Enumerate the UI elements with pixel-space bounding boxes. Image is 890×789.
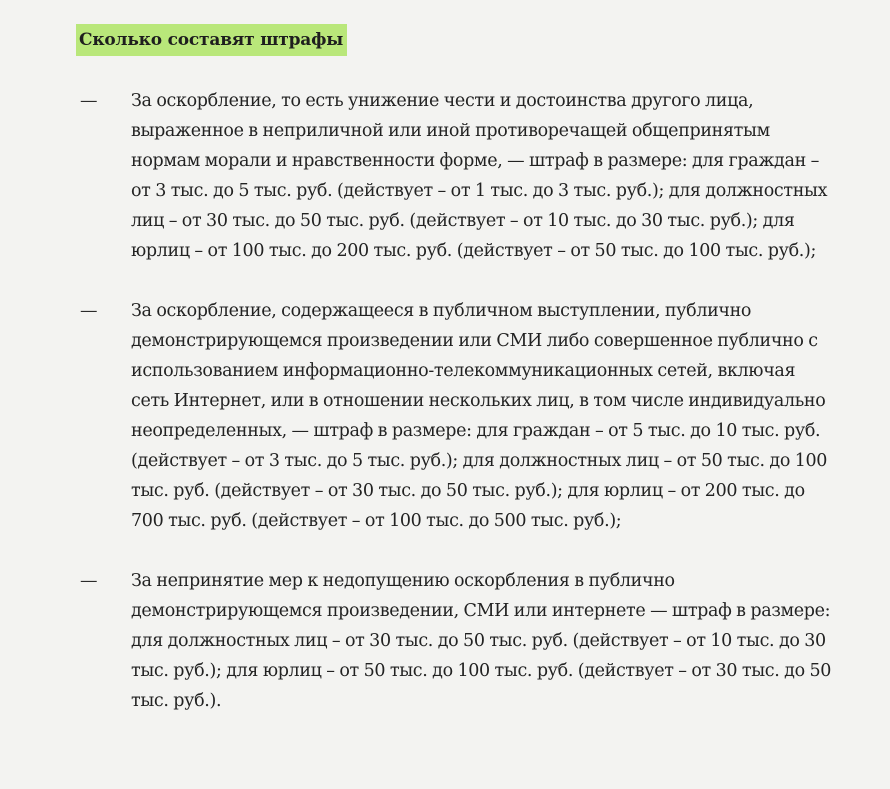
- fines-list: [80, 86, 860, 746]
- list-item-text: За непринятие мер к недопущению оскорбления в публично демонстрирующемся произведении, СМИ или интернете — штраф в размере: для должностных лиц – от 30 тыс. до 50 тыс. руб. (действует – от 10 тыс. до 30 тыс. руб.); для юрлиц – от 50 тыс. до 100 тыс. руб. (действует – от 30 тыс. до 50 тыс. руб.).: [131, 571, 832, 711]
- list-item-dash: —: [80, 301, 98, 321]
- list-item: [80, 296, 860, 536]
- section-title-highlighted: Сколько составят штрафы: [76, 24, 347, 56]
- list-item: [80, 566, 860, 716]
- list-item-dash: —: [80, 571, 98, 591]
- list-item-text: За оскорбление, содержащееся в публичном выступлении, публично демонстрирующемся произведении или СМИ либо совершенное публично с использованием информационно-телекоммуникационных сетей, включая сеть Интернет, или в отношении нескольких лиц, в том числе индивидуально неопределенных, — штраф в размере: для граждан – от 5 тыс. до 10 тыс. руб. (действует – от 3 тыс. до 5 тыс. руб.); для должностных лиц – от 50 тыс. до 100 тыс. руб. (действует – от 30 тыс. до 50 тыс. руб.); для юрлиц – от 200 тыс. до 700 тыс. руб. (действует – от 100 тыс. до 500 тыс. руб.);: [131, 301, 828, 531]
- list-item-dash: —: [80, 91, 98, 111]
- section-heading-wrapper: [76, 24, 347, 56]
- list-item-text: За оскорбление, то есть унижение чести и достоинства другого лица, выраженное в неприличной или иной противоречащей общепринятым нормам морали и нравственности форме, — штраф в размере: для граждан – от 3 тыс. до 5 тыс. руб. (действует – от 1 тыс. до 3 тыс. руб.); для должностных лиц – от 30 тыс. до 50 тыс. руб. (действует – от 10 тыс. до 30 тыс. руб.); для юрлиц – от 100 тыс. до 200 тыс. руб. (действует – от 50 тыс. до 100 тыс. руб.);: [131, 91, 828, 261]
- list-item: [80, 86, 860, 266]
